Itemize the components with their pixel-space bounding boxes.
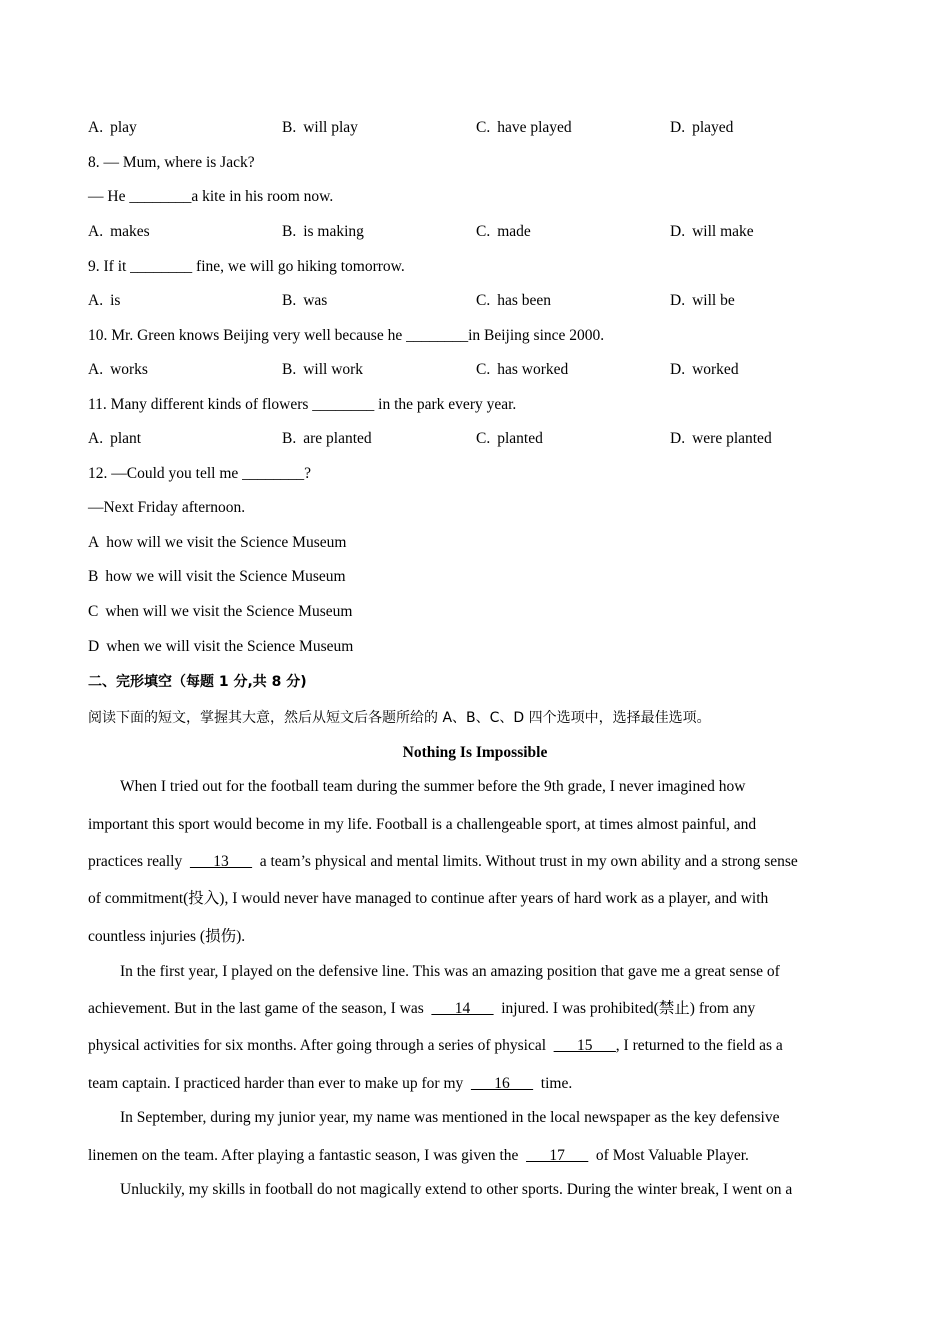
q11-stem: 11. Many different kinds of flowers ________ in the park every year.: [88, 396, 517, 413]
option-c: C . have played: [476, 118, 572, 138]
option-c: C . has been: [476, 291, 551, 311]
q10-options: [88, 360, 868, 380]
passage-title: Nothing Is Impossible: [402, 744, 548, 761]
option-b: B . is making: [282, 222, 364, 242]
option-b: B . will play: [282, 118, 358, 138]
option-c: C . made: [476, 222, 531, 242]
passage-line: When I tried out for the football team during the summer before the 9th grade, I never imagined how: [120, 778, 746, 795]
q8-line2: — He ________a kite in his room now.: [88, 188, 334, 205]
q12-option-c: C when will we visit the Science Museum: [88, 603, 353, 620]
option-a: A . makes: [88, 222, 150, 242]
option-c: C . planted: [476, 429, 543, 449]
q11-options: [88, 429, 868, 449]
q12-stem: 12. —Could you tell me ________?: [88, 465, 312, 482]
q12-option-d: D when we will visit the Science Museum: [88, 638, 354, 655]
option-a: A . plant: [88, 429, 141, 449]
q8-options: [88, 222, 868, 242]
q8-stem: 8. — Mum, where is Jack?: [88, 154, 255, 171]
passage-line: practices really ___13___ a team’s physical and mental limits. Without trust in my own ability and a strong sense: [88, 853, 798, 870]
section-heading: 二、完形填空（每题 1 分,共 8 分): [88, 674, 307, 690]
passage-line: of commitment(投入), I would never have managed to continue after years of hard work as a player, and with: [88, 890, 769, 907]
option-d: D . will be: [670, 291, 735, 311]
option-c: C . has worked: [476, 360, 568, 380]
q9-stem: 9. If it ________ fine, we will go hiking tomorrow.: [88, 258, 405, 275]
option-b: B . are planted: [282, 429, 372, 449]
passage-line: physical activities for six months. After going through a series of physical ___15___, I returned to the field as a: [88, 1037, 783, 1054]
blank-16[interactable]: ___16___: [471, 1075, 534, 1092]
passage-line: team captain. I practiced harder than ever to make up for my ___16___ time.: [88, 1075, 573, 1092]
blank-17[interactable]: ___17___: [526, 1147, 589, 1164]
q12-line2: —Next Friday afternoon.: [88, 499, 246, 516]
option-a: A . works: [88, 360, 148, 380]
passage-line: In the first year, I played on the defensive line. This was an amazing position that gave me a great sense of: [120, 963, 780, 980]
passage-line: Unluckily, my skills in football do not magically extend to other sports. During the winter break, I went on a: [120, 1181, 793, 1198]
q10-stem: 10. Mr. Green knows Beijing very well because he ________in Beijing since 2000.: [88, 327, 605, 344]
passage-line: countless injuries (损伤).: [88, 928, 246, 945]
q7-options: [88, 118, 868, 138]
option-d: D . were planted: [670, 429, 772, 449]
section-instruction: 阅读下面的短文，掌握其大意，然后从短文后各题所给的 A、B、C、D 四个选项中，选择最佳选项。: [88, 710, 711, 726]
blank-13[interactable]: ___13___: [189, 853, 252, 870]
option-d: D . worked: [670, 360, 739, 380]
passage-line: achievement. But in the last game of the season, I was ___14___ injured. I was prohibited(禁止) from any: [88, 1000, 756, 1017]
q9-options: [88, 291, 868, 311]
passage-line: important this sport would become in my life. Football is a challengeable sport, at times almost painful, and: [88, 816, 757, 833]
option-a: A . play: [88, 118, 137, 138]
option-d: D . will make: [670, 222, 754, 242]
q12-option-a: A how will we visit the Science Museum: [88, 534, 347, 551]
blank-14[interactable]: ___14___: [431, 1000, 494, 1017]
option-a: A . is: [88, 291, 120, 311]
passage-line: In September, during my junior year, my name was mentioned in the local newspaper as the key defensive: [120, 1109, 780, 1126]
passage-line: linemen on the team. After playing a fantastic season, I was given the ___17___ of Most Valuable Player.: [88, 1147, 749, 1164]
q12-option-b: B how we will visit the Science Museum: [88, 568, 346, 585]
option-b: B . will work: [282, 360, 363, 380]
option-b: B . was: [282, 291, 327, 311]
blank-15[interactable]: ___15___: [553, 1037, 616, 1054]
option-d: D . played: [670, 118, 733, 138]
